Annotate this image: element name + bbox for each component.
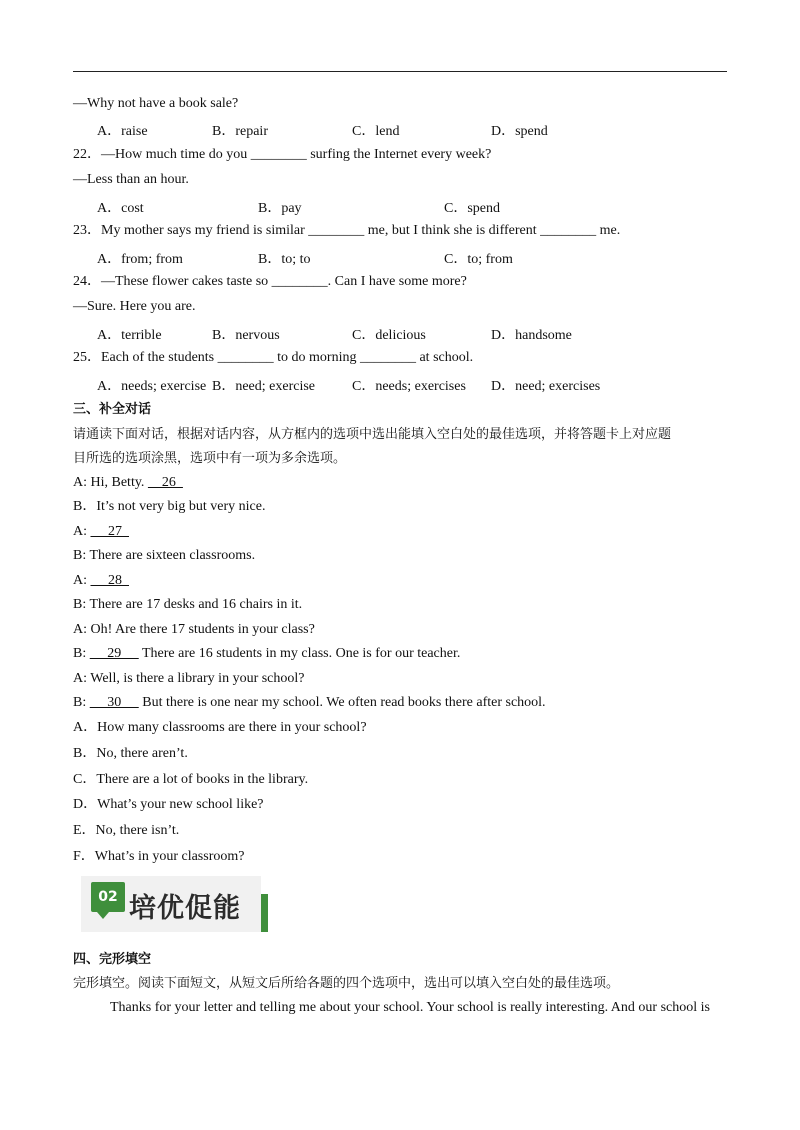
- q23-question: 23．My mother says my friend is similar ________ me, but I think she is different ________ me.: [73, 223, 621, 238]
- banner-title: 培优促能: [129, 893, 241, 924]
- dialogue-line: [73, 670, 305, 688]
- q25-option-b: B．need; exercise: [212, 379, 316, 394]
- dialogue-text: A: Well, is there a library in your school?: [73, 671, 305, 686]
- banner-accent-bar: [261, 894, 268, 932]
- q24-question: 24．—These flower cakes taste so ________. Can I have some more?: [73, 274, 467, 289]
- section-banner: [81, 876, 269, 932]
- q24-option-c: C．delicious: [352, 328, 426, 343]
- blank-27[interactable]: 27: [90, 524, 129, 539]
- dialogue-text: But there is one near my school. We often read books there after school.: [138, 695, 546, 710]
- dialogue-line: [73, 596, 302, 614]
- dialogue-text: B: There are 17 desks and 16 chairs in it.: [73, 597, 303, 612]
- dialogue-text: A: Hi, Betty.: [73, 475, 148, 490]
- q24-option-b: B．nervous: [212, 328, 280, 343]
- dialogue-text: A:: [73, 524, 91, 539]
- blank-26[interactable]: 26: [147, 475, 183, 490]
- dialogue-line: [73, 621, 315, 639]
- q21-option-d: D．spend: [491, 124, 548, 139]
- blank-28[interactable]: 28: [90, 573, 129, 588]
- choice-f: F．What’s in your classroom?: [73, 849, 245, 864]
- choice-b: B．No, there aren’t.: [73, 746, 188, 761]
- dialogue-line: [73, 523, 129, 541]
- q22-answer-line: —Less than an hour.: [73, 172, 189, 187]
- q23-option-c: C．to; from: [444, 252, 513, 267]
- dialogue-line: [73, 645, 460, 663]
- blank-30[interactable]: 30: [89, 695, 139, 710]
- dialogue-text: A: Oh! Are there 17 students in your class?: [73, 622, 315, 637]
- q22-option-a: A．cost: [97, 201, 144, 216]
- choice-d: D．What’s your new school like?: [73, 797, 264, 812]
- q25-option-d: D．need; exercises: [491, 379, 601, 394]
- dialogue-text: There are 16 students in my class. One is for our teacher.: [138, 646, 461, 661]
- q25-option-c: C．needs; exercises: [352, 379, 466, 394]
- q24-option-d: D．handsome: [491, 328, 572, 343]
- q24-answer-line: —Sure. Here you are.: [73, 299, 196, 314]
- dialogue-text: B．It’s not very big but very nice.: [73, 499, 266, 514]
- section3-instruction-1: 请通读下面对话，根据对话内容，从方框内的选项中选出能填入空白处的最佳选项，并将答题卡上对应题: [73, 427, 672, 442]
- q22-question: 22．—How much time do you ________ surfing the Internet every week?: [73, 147, 492, 162]
- q25-option-a: A．needs; exercise: [97, 379, 207, 394]
- section4-instruction: 完形填空。阅读下面短文，从短文后所给各题的四个选项中，选出可以填入空白处的最佳选项。: [73, 976, 620, 991]
- q23-option-a: A．from; from: [97, 252, 183, 267]
- q23-option-b: B．to; to: [258, 252, 311, 267]
- section3-heading: 三、补全对话: [73, 402, 152, 417]
- choice-a: A．How many classrooms are there in your school?: [73, 720, 367, 735]
- dialogue-line: [73, 572, 129, 590]
- section3-instruction-2: 目所选的选项涂黑，选项中有一项为多余选项。: [73, 451, 347, 466]
- blank-29[interactable]: 29: [89, 646, 139, 661]
- q22-option-c: C．spend: [444, 201, 500, 216]
- section4-heading: 四、完形填空: [73, 952, 152, 967]
- dialogue-line: [73, 547, 255, 565]
- dialogue-line: [73, 498, 265, 516]
- speech-tail-icon: [97, 912, 109, 919]
- q24-option-a: A．terrible: [97, 328, 162, 343]
- dialogue-text: B:: [73, 695, 90, 710]
- choice-c: C．There are a lot of books in the library.: [73, 772, 309, 787]
- q21-prompt-line: —Why not have a book sale?: [73, 96, 239, 111]
- passage-first-line: Thanks for your letter and telling me about your school. Your school is really interesting. And our school is: [110, 1000, 710, 1015]
- dialogue-line: [73, 474, 183, 492]
- q22-option-b: B．pay: [258, 201, 302, 216]
- banner-number-badge: 02: [91, 882, 125, 912]
- q25-question: 25．Each of the students ________ to do morning ________ at school.: [73, 350, 474, 365]
- q21-option-b: B．repair: [212, 124, 268, 139]
- dialogue-text: B: There are sixteen classrooms.: [73, 548, 256, 563]
- dialogue-text: A:: [73, 573, 91, 588]
- q21-option-c: C．lend: [352, 124, 400, 139]
- dialogue-line: [73, 694, 546, 712]
- q21-option-a: A．raise: [97, 124, 148, 139]
- dialogue-text: B:: [73, 646, 90, 661]
- choice-e: E．No, there isn’t.: [73, 823, 180, 838]
- header-rule: [73, 71, 727, 72]
